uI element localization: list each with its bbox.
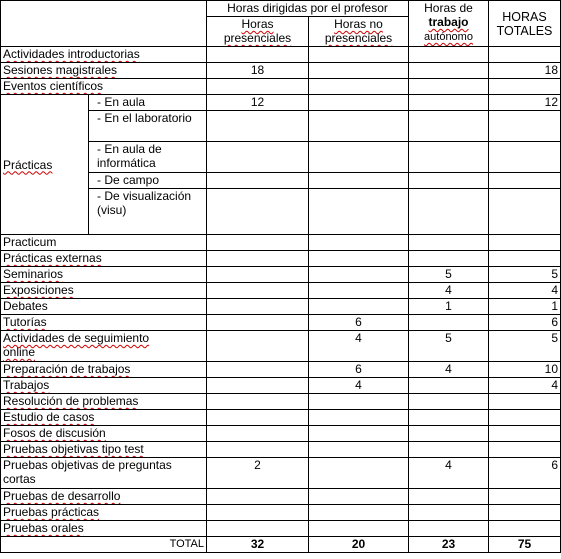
row-label: Debates	[1, 299, 207, 315]
cell-presenciales	[207, 173, 309, 189]
cell-trabajo-autonomo: 5	[409, 331, 489, 362]
cell-presenciales: 18	[207, 63, 309, 79]
row-label: Pruebas prácticas	[1, 505, 207, 521]
row-label: Preparación de trabajos	[1, 362, 207, 378]
row-label: - En aula	[89, 95, 207, 111]
cell-no-presenciales	[309, 173, 409, 189]
row-label: - De campo	[89, 173, 207, 189]
cell-presenciales	[207, 505, 309, 521]
cell-presenciales	[207, 331, 309, 362]
cell-presenciales	[207, 299, 309, 315]
header-group-label: Horas dirigidas por el profesor	[207, 1, 409, 17]
cell-no-presenciales	[309, 95, 409, 111]
table-row	[1, 95, 561, 111]
row-label: Seminarios	[1, 267, 207, 283]
table-row	[1, 410, 561, 426]
cell-trabajo-autonomo	[409, 378, 489, 394]
cell-total: 18	[489, 63, 561, 79]
cell-no-presenciales: 4	[309, 331, 409, 362]
cell-trabajo-autonomo	[409, 410, 489, 426]
cell-no-presenciales	[309, 442, 409, 458]
cell-presenciales	[207, 142, 309, 173]
header-blank-cell	[1, 1, 207, 47]
row-label: Pruebas objetivas tipo test	[1, 442, 207, 458]
cell-presenciales	[207, 378, 309, 394]
table-row	[1, 442, 561, 458]
row-label: Practicum	[1, 235, 207, 251]
row-label: Sesiones magistrales	[1, 63, 207, 79]
cell-no-presenciales	[309, 63, 409, 79]
total-trabajo-autonomo: 23	[409, 537, 489, 553]
cell-total	[489, 142, 561, 173]
table-row	[1, 331, 561, 362]
row-label: - De visualización (visu)	[89, 189, 207, 235]
cell-no-presenciales	[309, 489, 409, 505]
table-row	[1, 63, 561, 79]
cell-no-presenciales	[309, 251, 409, 267]
row-label: Actividades de seguimiento online	[1, 331, 207, 362]
table-row	[1, 394, 561, 410]
cell-presenciales	[207, 235, 309, 251]
cell-total: 1	[489, 299, 561, 315]
cell-no-presenciales	[309, 410, 409, 426]
cell-trabajo-autonomo	[409, 235, 489, 251]
cell-trabajo-autonomo: 4	[409, 362, 489, 378]
cell-presenciales: 2	[207, 458, 309, 489]
cell-presenciales: 12	[207, 95, 309, 111]
cell-total: 5	[489, 267, 561, 283]
cell-trabajo-autonomo	[409, 521, 489, 537]
cell-presenciales	[207, 394, 309, 410]
table-row	[1, 299, 561, 315]
table-row	[1, 521, 561, 537]
cell-trabajo-autonomo	[409, 251, 489, 267]
cell-presenciales	[207, 410, 309, 426]
table-row	[1, 458, 561, 489]
cell-presenciales	[207, 79, 309, 95]
cell-total	[489, 189, 561, 235]
cell-presenciales	[207, 426, 309, 442]
cell-trabajo-autonomo	[409, 489, 489, 505]
total-no-presenciales: 20	[309, 537, 409, 553]
cell-total	[489, 79, 561, 95]
cell-total	[489, 426, 561, 442]
cell-trabajo-autonomo: 4	[409, 458, 489, 489]
row-label: Prácticas externas	[1, 251, 207, 267]
cell-trabajo-autonomo	[409, 142, 489, 173]
cell-total: 4	[489, 378, 561, 394]
row-label: Estudio de casos	[1, 410, 207, 426]
header-horas-totales: HORAS TOTALES	[489, 1, 561, 47]
cell-total	[489, 410, 561, 426]
row-label: Resolución de problemas	[1, 394, 207, 410]
table-row	[1, 251, 561, 267]
cell-presenciales	[207, 283, 309, 299]
total-horas: 75	[489, 537, 561, 553]
cell-total: 10	[489, 362, 561, 378]
cell-no-presenciales: 6	[309, 315, 409, 331]
cell-no-presenciales	[309, 142, 409, 173]
cell-total	[489, 251, 561, 267]
cell-total	[489, 521, 561, 537]
row-label: Fosos de discusión	[1, 426, 207, 442]
cell-trabajo-autonomo: 4	[409, 283, 489, 299]
cell-trabajo-autonomo: 1	[409, 299, 489, 315]
cell-total	[489, 111, 561, 142]
row-label: Exposiciones	[1, 283, 207, 299]
row-label: Pruebas objetivas de preguntas cortas	[1, 458, 207, 489]
cell-presenciales	[207, 362, 309, 378]
cell-no-presenciales	[309, 47, 409, 63]
cell-trabajo-autonomo	[409, 79, 489, 95]
cell-total	[489, 442, 561, 458]
cell-total	[489, 47, 561, 63]
cell-trabajo-autonomo	[409, 426, 489, 442]
cell-no-presenciales	[309, 426, 409, 442]
table-row	[1, 47, 561, 63]
row-label: Eventos científicos	[1, 79, 207, 95]
total-row	[1, 537, 561, 553]
cell-total: 4	[489, 283, 561, 299]
cell-trabajo-autonomo	[409, 442, 489, 458]
cell-presenciales	[207, 189, 309, 235]
cell-no-presenciales	[309, 79, 409, 95]
cell-trabajo-autonomo	[409, 173, 489, 189]
cell-total	[489, 505, 561, 521]
cell-presenciales	[207, 521, 309, 537]
cell-presenciales	[207, 489, 309, 505]
header-presenciales: Horas presenciales	[207, 17, 309, 47]
total-presenciales: 32	[207, 537, 309, 553]
cell-no-presenciales	[309, 521, 409, 537]
row-label: Pruebas orales	[1, 521, 207, 537]
header-row-1	[1, 1, 561, 17]
cell-total	[489, 394, 561, 410]
table-row	[1, 79, 561, 95]
cell-total	[489, 173, 561, 189]
cell-presenciales	[207, 267, 309, 283]
table-row	[1, 426, 561, 442]
cell-trabajo-autonomo	[409, 505, 489, 521]
cell-presenciales	[207, 47, 309, 63]
cell-presenciales	[207, 442, 309, 458]
cell-no-presenciales	[309, 458, 409, 489]
row-label: Tutorías	[1, 315, 207, 331]
cell-no-presenciales	[309, 235, 409, 251]
cell-trabajo-autonomo	[409, 63, 489, 79]
cell-total: 12	[489, 95, 561, 111]
cell-trabajo-autonomo: 5	[409, 267, 489, 283]
cell-trabajo-autonomo	[409, 111, 489, 142]
row-label: Trabajos	[1, 378, 207, 394]
table-row	[1, 267, 561, 283]
row-label: - En aula de informática	[89, 142, 207, 173]
cell-presenciales	[207, 315, 309, 331]
cell-no-presenciales	[309, 189, 409, 235]
table-row	[1, 505, 561, 521]
cell-trabajo-autonomo	[409, 95, 489, 111]
cell-no-presenciales	[309, 505, 409, 521]
cell-no-presenciales: 4	[309, 378, 409, 394]
header-no-presenciales: Horas no presenciales	[309, 17, 409, 47]
table-row	[1, 362, 561, 378]
table-row	[1, 235, 561, 251]
cell-no-presenciales	[309, 267, 409, 283]
cell-presenciales	[207, 111, 309, 142]
cell-no-presenciales	[309, 394, 409, 410]
cell-total: 6	[489, 315, 561, 331]
table-row	[1, 315, 561, 331]
cell-no-presenciales: 6	[309, 362, 409, 378]
cell-total	[489, 489, 561, 505]
table-row	[1, 283, 561, 299]
total-label: TOTAL	[1, 537, 207, 553]
table-row	[1, 489, 561, 505]
cell-no-presenciales	[309, 299, 409, 315]
practicas-group-label: Prácticas	[1, 95, 89, 235]
cell-total: 6	[489, 458, 561, 489]
row-label: - En el laboratorio	[89, 111, 207, 142]
cell-no-presenciales	[309, 111, 409, 142]
cell-total	[489, 235, 561, 251]
row-label: Pruebas de desarrollo	[1, 489, 207, 505]
cell-trabajo-autonomo	[409, 394, 489, 410]
table-row	[1, 378, 561, 394]
cell-total: 5	[489, 331, 561, 362]
cell-no-presenciales	[309, 283, 409, 299]
cell-trabajo-autonomo	[409, 189, 489, 235]
row-label: Actividades introductorias	[1, 47, 207, 63]
cell-presenciales	[207, 251, 309, 267]
cell-trabajo-autonomo	[409, 315, 489, 331]
cell-trabajo-autonomo	[409, 47, 489, 63]
header-trabajo-autonomo: Horas de trabajo autónomo	[409, 1, 489, 47]
